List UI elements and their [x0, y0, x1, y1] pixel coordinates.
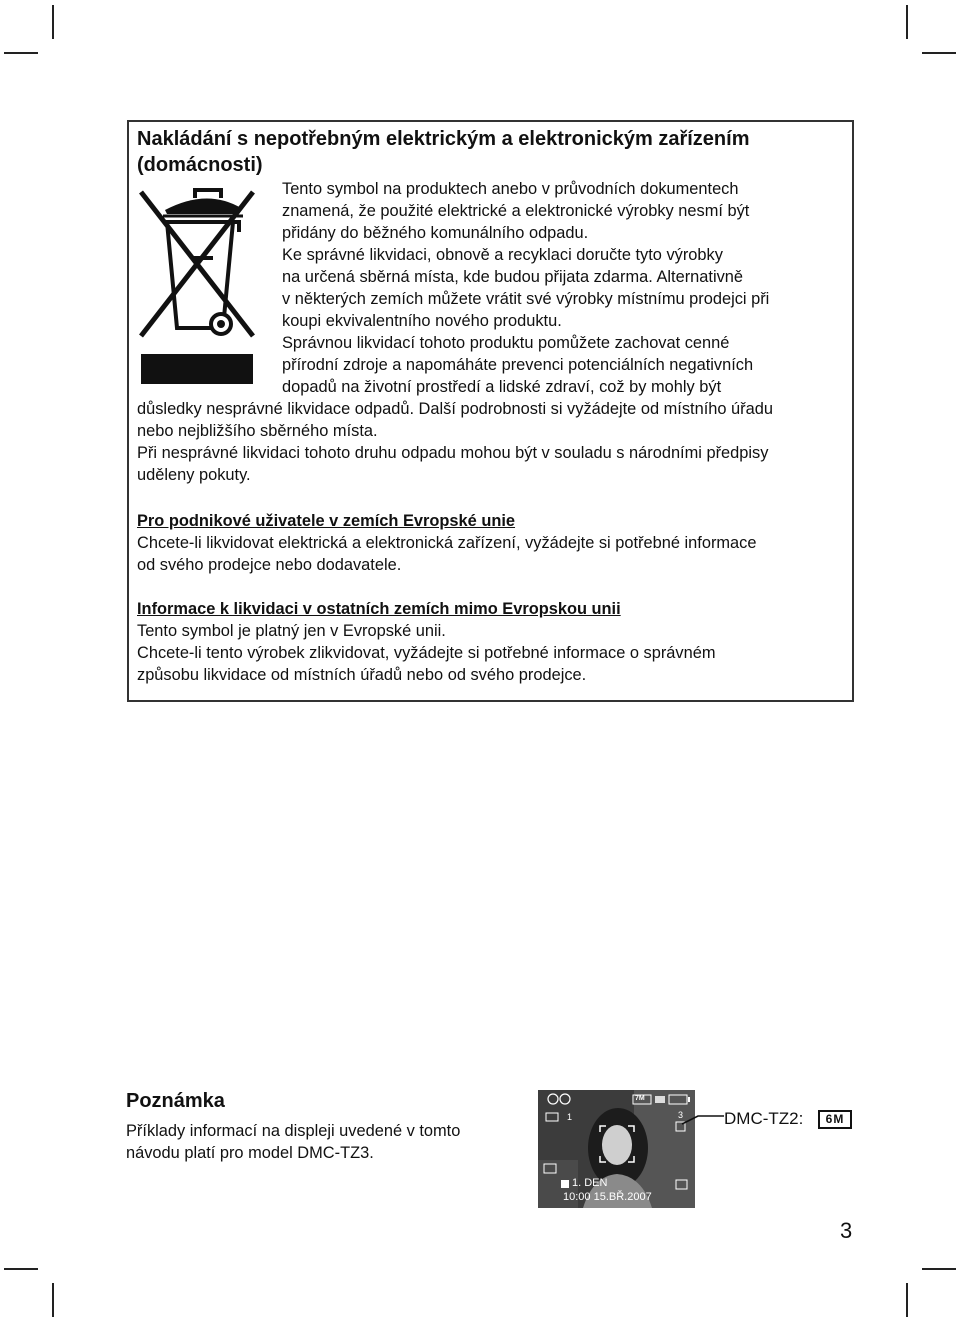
crossed-out-wheelie-bin-icon — [135, 186, 259, 384]
display-count-right: 3 — [678, 1110, 684, 1120]
text-line: Ke správné likvidaci, obnově a recyklaci doručte tyto výrobky — [282, 246, 723, 264]
other-countries-title: Informace k likvidaci v ostatních zemích mimo Evropskou unii — [137, 600, 621, 618]
text-line: Správnou likvidací tohoto produktu pomůžete zachovat cenné — [282, 334, 730, 352]
other-countries-section — [137, 598, 849, 686]
leader-line — [680, 1110, 726, 1126]
note-title: Poznámka — [126, 1090, 225, 1112]
crop-mark — [906, 5, 908, 39]
display-count-left: 1 — [567, 1112, 573, 1122]
crop-mark — [4, 1268, 38, 1270]
text-line: od svého prodejce nebo dodavatele. — [137, 556, 402, 574]
text-line: Tento symbol na produktech anebo v průvodních dokumentech — [282, 180, 739, 198]
text-line: přidány do běžného komunálního odpadu. — [282, 224, 589, 242]
text-line: přírodní zdroje a napomáháte prevenci potenciálních negativních — [282, 356, 754, 374]
display-datetime: 10:00 15.BŘ.2007 — [563, 1191, 652, 1203]
crop-mark — [4, 52, 38, 54]
disposal-continuation-text — [137, 398, 849, 486]
crop-mark — [906, 1283, 908, 1317]
disposal-heading-line: Nakládání s nepotřebným elektrickým a elektronickým zařízením — [137, 128, 750, 150]
disposal-intro-text — [282, 178, 842, 398]
display-top-badge: 7M — [635, 1095, 645, 1102]
note-text — [126, 1120, 460, 1164]
text-line: nebo nejbližšího sběrného místa. — [137, 422, 378, 440]
text-line: Tento symbol je platný jen v Evropské unii. — [137, 622, 446, 640]
model-label: DMC-TZ2: — [724, 1109, 804, 1128]
text-line: v některých zemích můžete vrátit své výrobky místnímu prodejci při — [282, 290, 770, 308]
text-line: důsledky nesprávné likvidace odpadů. Další podrobnosti si vyžádejte od místního úřadu — [137, 400, 773, 418]
text-line: Chcete-li likvidovat elektrická a elektronická zařízení, vyžádejte si potřebné informace — [137, 534, 757, 552]
text-line: Chcete-li tento výrobek zlikvidovat, vyžádejte si potřebné informace o správném — [137, 644, 716, 662]
crop-mark — [922, 1268, 956, 1270]
text-line: na určená sběrná místa, kde budou přijata zdarma. Alternativně — [282, 268, 744, 286]
text-line: Příklady informací na displeji uvedené v tomto — [126, 1122, 461, 1140]
text-line: znamená, že použité elektrické a elektronické výrobky nesmí být — [282, 202, 750, 220]
page-number: 3 — [840, 1218, 853, 1243]
camera-display-example — [538, 1090, 695, 1208]
crop-mark — [52, 5, 54, 39]
text-line: návodu platí pro model DMC-TZ3. — [126, 1144, 374, 1162]
text-line: dopadů na životní prostředí a lidské zdraví, což by mohly být — [282, 378, 722, 396]
business-users-section — [137, 510, 849, 576]
text-line: Při nesprávné likvidaci tohoto druhu odpadu mohou být v souladu s národními předpisy — [137, 444, 769, 462]
text-line: koupi ekvivalentního nového produktu. — [282, 312, 562, 330]
crop-mark — [52, 1283, 54, 1317]
text-line: uděleny pokuty. — [137, 466, 251, 484]
disposal-heading — [137, 126, 837, 178]
business-users-title: Pro podnikové uživatele v zemích Evropské unie — [137, 512, 516, 530]
display-day-label: 1. DEN — [572, 1177, 608, 1189]
crop-mark — [922, 52, 956, 54]
model-resolution-badge: 6M — [818, 1110, 852, 1129]
text-line: způsobu likvidace od místních úřadů nebo od svého prodejce. — [137, 666, 587, 684]
disposal-notice-box — [127, 120, 854, 702]
disposal-heading-line: (domácnosti) — [137, 154, 263, 176]
